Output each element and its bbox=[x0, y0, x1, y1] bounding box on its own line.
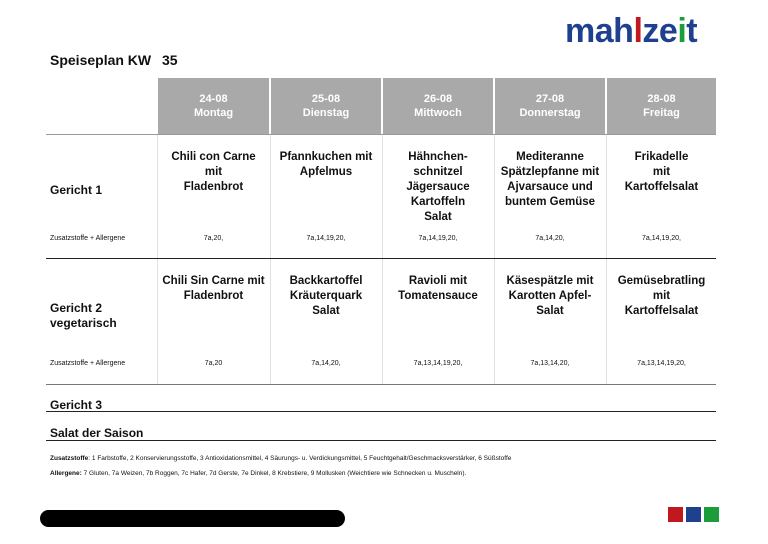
dish-line: Mediteranne bbox=[516, 151, 584, 163]
allergen-row-label: Zusatzstoffe + Allergene bbox=[50, 360, 126, 367]
gericht1-dish-friday bbox=[607, 150, 716, 195]
logo-letter: z bbox=[642, 12, 659, 50]
dish-line: Ravioli mit bbox=[408, 275, 468, 287]
allergen-codes: 7a,13,14,19,20, bbox=[637, 360, 686, 367]
gericht2-dish-friday bbox=[607, 274, 716, 319]
allergen-codes: 7a,14,19,20, bbox=[642, 235, 681, 242]
gericht3-label: Gericht 3 bbox=[50, 398, 103, 412]
week-number: 35 bbox=[162, 52, 178, 68]
gericht2-dish-tuesday bbox=[271, 274, 381, 319]
gericht1-label: Gericht 1 bbox=[50, 183, 103, 197]
day-header-thursday bbox=[495, 78, 605, 134]
dish-line: Spätzlepfanne mit bbox=[500, 166, 600, 178]
dish-line: Kräuterquark bbox=[289, 290, 363, 302]
day-name: Donnerstag bbox=[519, 107, 581, 119]
label-line: vegetarisch bbox=[50, 316, 117, 330]
day-name: Freitag bbox=[643, 107, 680, 119]
allergene-legend bbox=[50, 470, 466, 477]
dish-line: Frikadelle bbox=[634, 151, 689, 163]
zusatzstoffe-legend bbox=[50, 455, 511, 462]
day-date: 27-08 bbox=[535, 93, 565, 105]
row-divider bbox=[46, 411, 716, 412]
dish-line: Jägersauce bbox=[406, 181, 470, 193]
blue-square bbox=[686, 507, 701, 522]
dish-line: Hähnchen- bbox=[408, 151, 468, 163]
dish-line: schnitzel bbox=[413, 166, 463, 178]
logo-letter: t bbox=[686, 12, 698, 50]
gericht1-dish-monday bbox=[158, 150, 269, 195]
dish-line: Salat bbox=[312, 305, 340, 317]
day-header-friday bbox=[607, 78, 716, 134]
mahlzeit-logo bbox=[565, 14, 697, 48]
day-date: 24-08 bbox=[199, 93, 228, 105]
dish-line: Salat bbox=[536, 305, 564, 317]
allergen-row-label: Zusatzstoffe + Allergene bbox=[50, 235, 126, 242]
logo-letter: a bbox=[594, 12, 614, 50]
dish-line: Karotten Apfel- bbox=[508, 290, 592, 302]
allergen-codes: 7a,20 bbox=[204, 360, 223, 367]
dish-line: Kartoffeln bbox=[410, 196, 466, 208]
gericht1-dish-wednesday bbox=[383, 150, 493, 225]
logo-letter: e bbox=[658, 12, 678, 50]
legend-text: 7 Gluten, 7a Weizen, 7b Roggen, 7c Hafer, 7d Gerste, 7e Dinkel, 8 Krebstiere, 9 Mollusken (Weichtiere wie Schnecken u. Muscheln). bbox=[81, 470, 467, 477]
row-divider bbox=[46, 134, 716, 135]
legend-text: : 1 Farbstoffe, 2 Konservierungsstoffe, 3 Antioxidationsmittel, 4 Säurungs- u. Verdickungsmittel, 5 Feuchtgehalt/Geschmacksverstärker, 6 Süßstoffe bbox=[88, 455, 512, 462]
page-title: Speiseplan KW bbox=[50, 52, 152, 68]
allergen-codes: 7a,20, bbox=[203, 235, 224, 242]
dish-line: Gemüsebratling bbox=[617, 275, 706, 287]
logo-letter: l bbox=[633, 12, 643, 50]
gericht1-dish-tuesday bbox=[271, 150, 381, 180]
dish-line: Tomatensauce bbox=[398, 290, 478, 302]
salat-label: Salat der Saison bbox=[50, 426, 144, 440]
day-name: Dienstag bbox=[302, 107, 350, 119]
dish-line: Apfelmus bbox=[299, 166, 353, 178]
dish-line: mit bbox=[652, 290, 671, 302]
allergen-codes: 7a,14,20, bbox=[311, 360, 341, 367]
gericht2-dish-monday bbox=[158, 274, 269, 304]
green-square bbox=[704, 507, 719, 522]
gericht2-dish-thursday bbox=[495, 274, 605, 319]
dish-line: buntem Gemüse bbox=[504, 196, 596, 208]
gericht2-label bbox=[50, 301, 117, 331]
dish-line: Chili Sin Carne mit bbox=[162, 275, 265, 287]
day-name: Mittwoch bbox=[414, 107, 462, 119]
row-divider bbox=[46, 440, 716, 441]
gericht1-dish-thursday bbox=[495, 150, 605, 210]
dish-line: Käsespätzle mit bbox=[506, 275, 594, 287]
dish-line: Chili con Carne bbox=[171, 151, 256, 163]
gericht2-dish-wednesday bbox=[383, 274, 493, 304]
day-date: 26-08 bbox=[423, 93, 453, 105]
redaction-bar bbox=[40, 510, 345, 527]
legend-label: Zusatzstoffe bbox=[50, 455, 89, 462]
dish-line: Salat bbox=[424, 211, 452, 223]
dish-line: Fladenbrot bbox=[183, 290, 244, 302]
allergen-codes: 7a,13,14,19,20, bbox=[413, 360, 463, 367]
allergen-codes: 7a,14,20, bbox=[535, 235, 565, 242]
allergen-codes: 7a,14,19,20, bbox=[306, 235, 346, 242]
label-line: Gericht 2 bbox=[50, 301, 103, 315]
dish-line: mit bbox=[204, 166, 223, 178]
day-header-wednesday bbox=[383, 78, 493, 134]
dish-line: Ajvarsauce und bbox=[507, 181, 593, 193]
day-date: 28-08 bbox=[647, 93, 676, 105]
logo-letter: i bbox=[677, 12, 687, 50]
dish-line: mit bbox=[652, 166, 671, 178]
red-square bbox=[668, 507, 683, 522]
legend-label: Allergene: bbox=[50, 470, 82, 477]
row-divider bbox=[46, 258, 716, 259]
day-header-tuesday bbox=[271, 78, 381, 134]
logo-letter: h bbox=[613, 12, 634, 50]
day-date: 25-08 bbox=[311, 93, 341, 105]
allergen-codes: 7a,14,19,20, bbox=[418, 235, 458, 242]
logo-letter: m bbox=[565, 12, 595, 50]
day-header-monday bbox=[158, 78, 269, 134]
dish-line: Backkartoffel bbox=[289, 275, 363, 287]
dish-line: Kartoffelsalat bbox=[624, 305, 699, 317]
dish-line: Fladenbrot bbox=[183, 181, 244, 193]
row-divider bbox=[46, 384, 716, 385]
day-name: Montag bbox=[193, 107, 234, 119]
allergen-codes: 7a,13,14,20, bbox=[530, 360, 570, 367]
dish-line: Pfannkuchen mit bbox=[279, 151, 373, 163]
dish-line: Kartoffelsalat bbox=[624, 181, 699, 193]
